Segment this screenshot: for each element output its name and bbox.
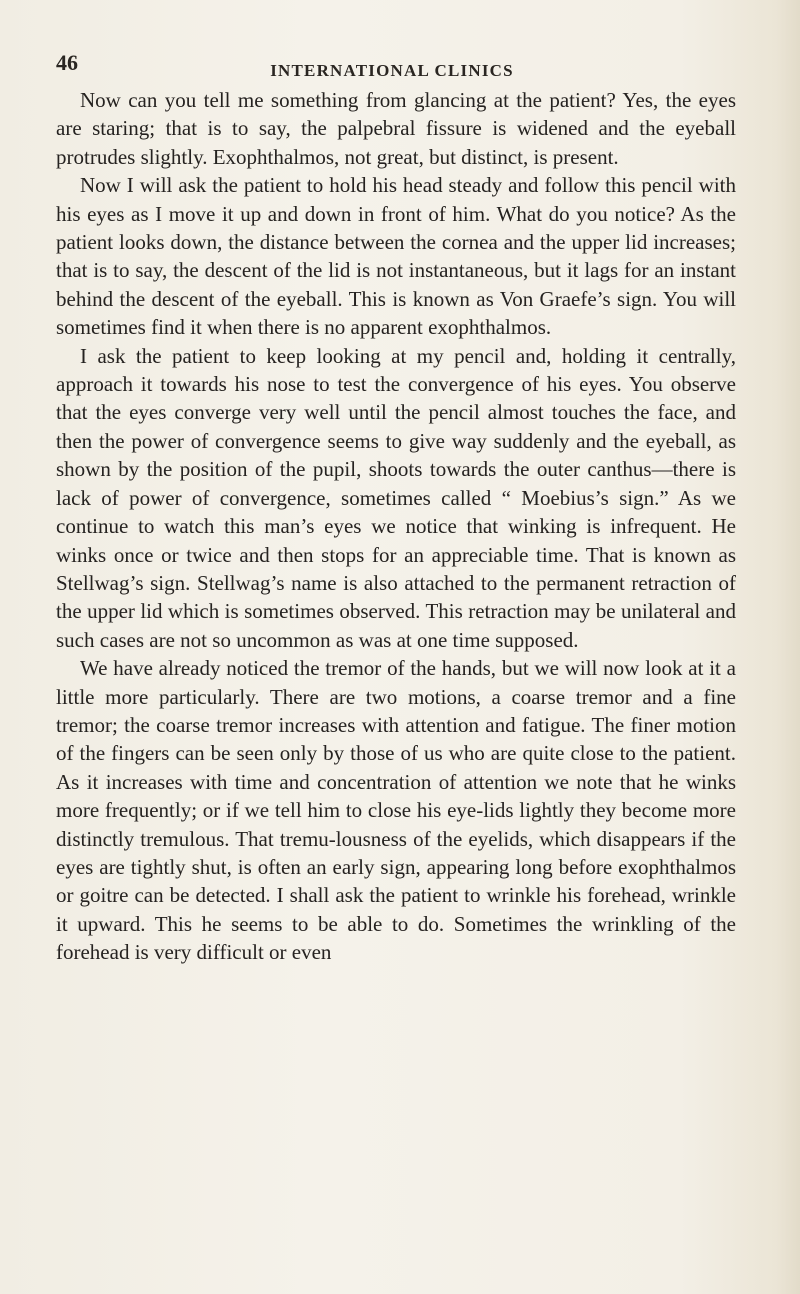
running-head [56, 50, 728, 90]
paragraph: Now I will ask the patient to hold his head steady and follow this pencil with his eyes as I move it up and down in front of him. What do you notice? As the patient looks down, the distance between the cornea and the upper lid increases; that is to say, the descent of the lid is not instantaneous, but it lags for an instant behind the descent of the eyeball. This is known as Von Graefe’s sign. You will sometimes find it when there is no apparent exophthalmos. [56, 173, 736, 340]
paragraph: We have already noticed the tremor of the hands, but we will now look at it a little more particularly. There are two motions, a coarse tremor and a fine tremor; the coarse tremor increases with attention and fatigue. The finer motion of the fingers can be seen only by those of us who are quite close to the patient. As it increases with time and concentration of attention we note that he winks more frequently; or if we tell him to close his eye-lids lightly they become more distinctly tremulous. That tremu-lousness of the eyelids, which disappears if the eyes are tightly shut, is often an early sign, appearing long before exophthalmos or goitre can be detected. I shall ask the patient to wrinkle his forehead, wrinkle it upward. This he seems to be able to do. Sometimes the wrinkling of the forehead is very difficult or even [56, 656, 736, 965]
running-title: INTERNATIONAL CLINICS [270, 61, 514, 80]
page-number: 46 [56, 50, 78, 75]
body-text [56, 86, 736, 967]
paragraph: I ask the patient to keep looking at my pencil and, holding it centrally, approach it towards his nose to test the convergence of his eyes. You observe that the eyes converge very well until the pencil almost touches the face, and then the power of convergence seems to give way suddenly and the eyeball, as shown by the position of the pupil, shoots towards the outer canthus—there is lack of power of convergence, sometimes called “ Moebius’s sign.” As we continue to watch this man’s eyes we notice that winking is infrequent. He winks once or twice and then stops for an appreciable time. That is known as Stellwag’s sign. Stellwag’s name is also attached to the permanent retraction of the upper lid which is sometimes observed. This retraction may be unilateral and such cases are not so uncommon as was at one time supposed. [56, 343, 736, 652]
paragraph: Now can you tell me something from glancing at the patient? Yes, the eyes are staring; that is to say, the palpebral fissure is widened and the eyeball protrudes slightly. Exophthalmos, not great, but distinct, is present. [56, 88, 736, 169]
